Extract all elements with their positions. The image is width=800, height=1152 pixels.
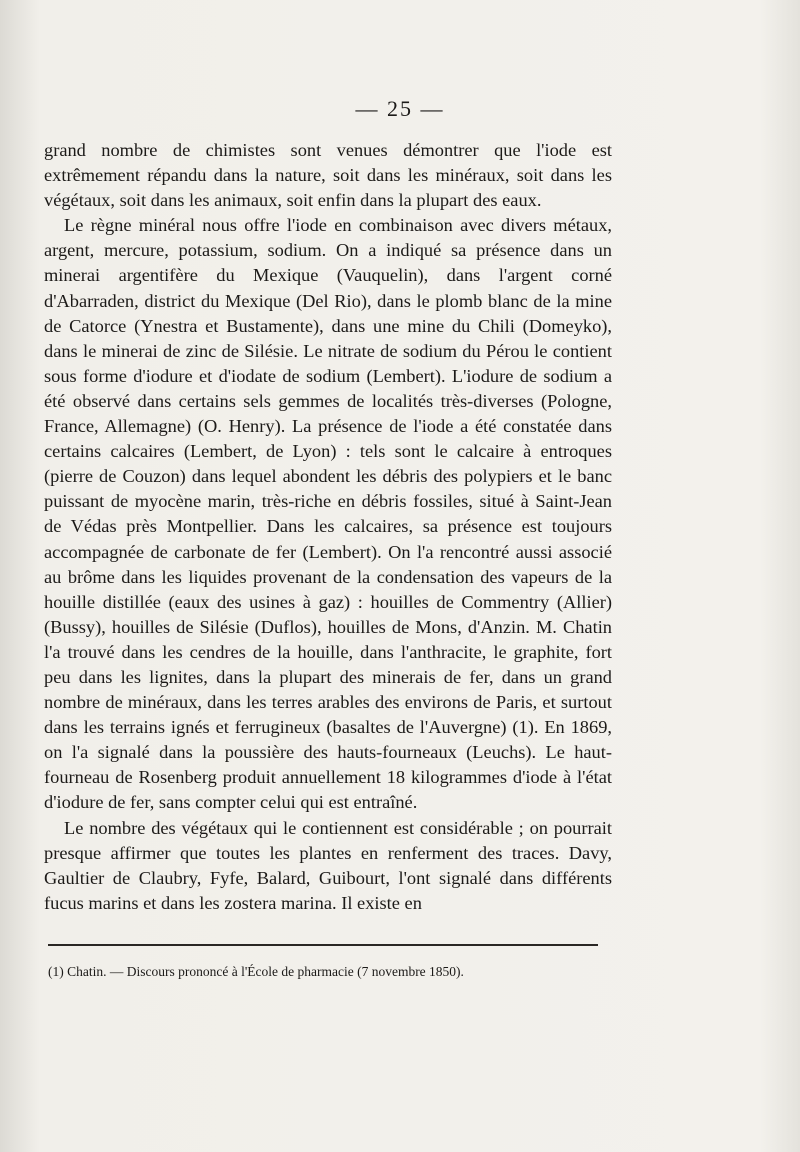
- footnote: (1) Chatin. — Discours prononcé à l'École de pharmacie (7 novembre 1850).: [48, 964, 464, 979]
- paragraph-1: grand nombre de chimistes sont venues démontrer que l'iode est extrêmement répandu dans la nature, soit dans les minéraux, soit dans les végétaux, soit dans les animaux, soit enfin dans la plupart des eaux.: [44, 140, 612, 211]
- paragraph-3: Le nombre des végétaux qui le contiennent est considérable ; on pourrait presque affirmer que toutes les plantes en renferment des traces. Davy, Gaultier de Claubry, Fyfe, Balard, Guibourt, l'ont signalé dans différents fucus marins et dans les zostera marina. Il existe en: [44, 817, 612, 913]
- paragraph-2: Le règne minéral nous offre l'iode en combinaison avec divers métaux, argent, mercure, potassium, sodium. On a indiqué sa présence dans un minerai argentifère du Mexique (Vauquelin), dans l'argent corné d'Abarraden, district du Mexique (Del Rio), dans le plomb blanc de la mine de Catorce (Ynestra et Bustamente), dans une mine du Chili (Domeyko), dans le minerai de zinc de Silésie. Le nitrate de sodium du Pérou le contient sous forme d'iodure et d'iodate de sodium (Lembert). L'iodure de sodium a été observé dans certains sels gemmes de localités très-diverses (Pologne, France, Allemagne) (O. Henry). La présence de l'iode a été constatée dans certains calcaires (Lembert, de Lyon) : tels sont le calcaire à entroques (pierre de Couzon) dans lequel abondent les débris des polypiers et le banc puissant de myocène marin, très-riche en débris fossiles, situé à Saint-Jean de Védas près Montpellier. Dans les calcaires, sa présence est toujours accompagnée de carbonate de fer (Lembert). On l'a rencontré aussi associé au brôme dans les liquides provenant de la condensation des vapeurs de la houille distillée (eaux des usines à gaz) : houilles de Commentry (Allier) (Bussy), houilles de Silésie (Duflos), houilles de Mons, d'Anzin. M. Chatin l'a trouvé dans les cendres de la houille, dans l'anthracite, le graphite, fort peu dans les lignites, dans la plupart des minerais de fer, dans un grand nombre de minéraux, dans les terres arables des environs de Paris, et surtout dans les terrains ignés et ferrugineux (basaltes de l'Auvergne) (1). En 1869, on l'a signalé dans la poussière des hauts-fourneaux (Leuchs). Le haut-fourneau de Rosenberg produit annuellement 18 kilogrammes d'iode à l'état d'iodure de fer, sans compter celui qui est entraîné.: [44, 215, 612, 813]
- footnote-rule: [48, 944, 598, 946]
- page-number: — 25 —: [355, 96, 445, 121]
- body-text: [44, 138, 612, 916]
